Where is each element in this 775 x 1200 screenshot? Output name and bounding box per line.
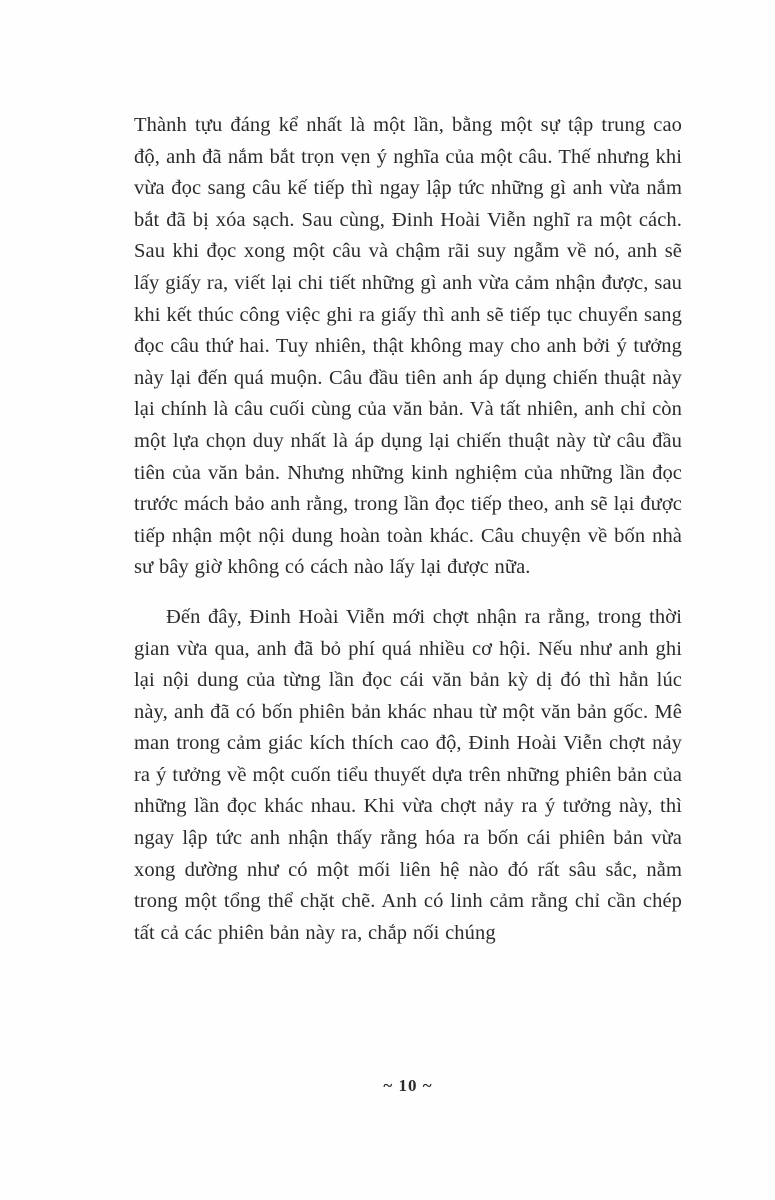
page-number: ~ 10 ~ <box>383 1076 433 1095</box>
paragraph-1: Thành tựu đáng kể nhất là một lần, bằng một sự tập trung cao độ, anh đã nắm bắt trọn vẹn ý nghĩa của một câu. Thế nhưng khi vừa đọc sang câu kế tiếp thì ngay lập tức những gì anh vừa nắm bắt đã bị xóa sạch. Sau cùng, Đinh Hoài Viễn nghĩ ra một cách. Sau khi đọc xong một câu và chậm rãi suy ngẫm về nó, anh sẽ lấy giấy ra, viết lại chi tiết những gì anh vừa cảm nhận được, sau khi kết thúc công việc ghi ra giấy thì anh sẽ tiếp tục chuyển sang đọc câu thứ hai. Tuy nhiên, thật không may cho anh bởi ý tưởng này lại đến quá muộn. Câu đầu tiên anh áp dụng chiến thuật này lại chính là câu cuối cùng của văn bản. Và tất nhiên, anh chỉ còn một lựa chọn duy nhất là áp dụng lại chiến thuật này từ câu đầu tiên của văn bản. Nhưng những kinh nghiệm của những lần đọc trước mách bảo anh rằng, trong lần đọc tiếp theo, anh sẽ lại được tiếp nhận một nội dung hoàn toàn khác. Câu chuyện về bốn nhà sư bây giờ không có cách nào lấy lại được nữa. <box>134 114 682 579</box>
paragraph-2: Đến đây, Đinh Hoài Viễn mới chợt nhận ra rằng, trong thời gian vừa qua, anh đã bỏ phí quá nhiều cơ hội. Nếu như anh ghi lại nội dung của từng lần đọc cái văn bản kỳ dị đó thì hẳn lúc này, anh đã có bốn phiên bản khác nhau từ một văn bản gốc. Mê man trong cảm giác kích thích cao độ, Đinh Hoài Viễn chợt nảy ra ý tưởng về một cuốn tiểu thuyết dựa trên những phiên bản của những lần đọc khác nhau. Khi vừa chợt nảy ra ý tưởng này, thì ngay lập tức anh nhận thấy rằng hóa ra bốn cái phiên bản vừa xong dường như có một mối liên hệ nào đó rất sâu sắc, nằm trong một tổng thể chặt chẽ. Anh có linh cảm rằng chỉ cần chép tất cả các phiên bản này ra, chắp nối chúng <box>134 605 682 944</box>
text-block <box>134 110 682 949</box>
